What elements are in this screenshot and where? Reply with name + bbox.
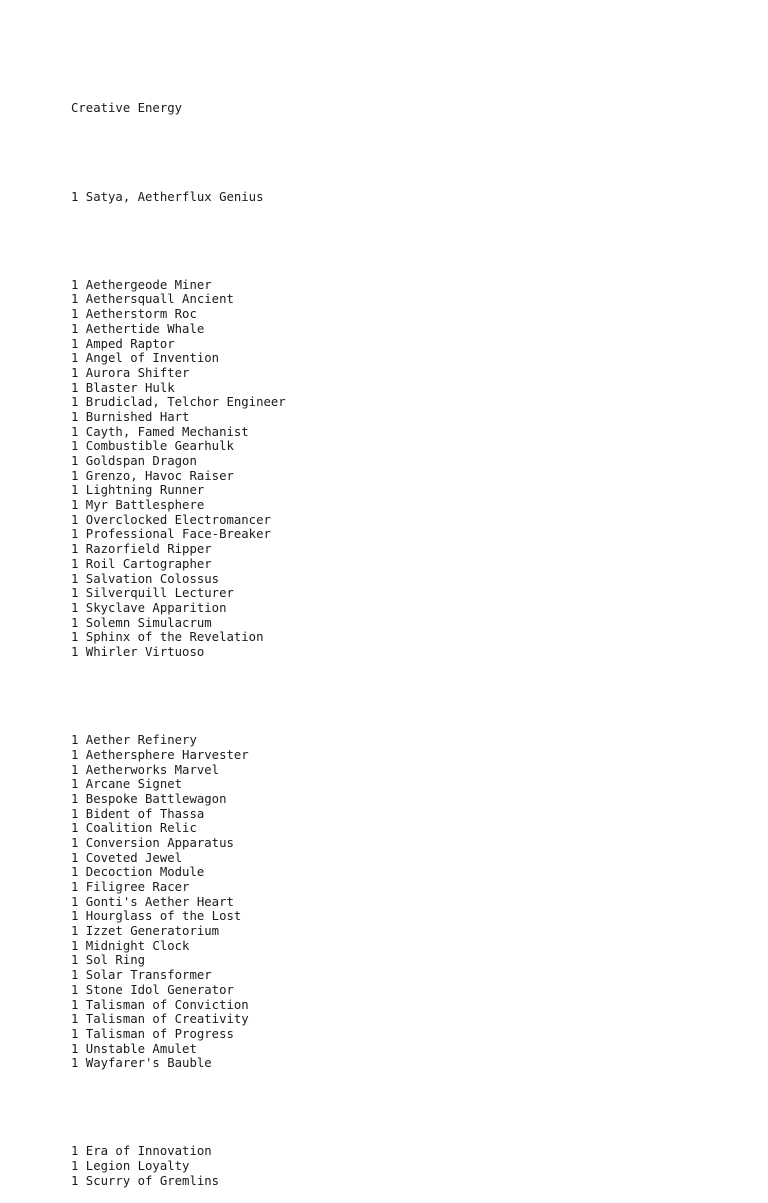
card-entry: 1 Era of Innovation xyxy=(71,1144,212,1159)
commander-section xyxy=(71,190,286,205)
creatures-section xyxy=(71,278,286,660)
card-entry: 1 Satya, Aetherflux Genius xyxy=(71,189,264,204)
decklist-document xyxy=(71,72,286,1203)
card-entry: 1 Aethergeode Miner xyxy=(71,277,212,292)
card-entry: 1 Aetherworks Marvel xyxy=(71,762,220,777)
card-entry: 1 Skyclave Apparition xyxy=(71,600,227,615)
card-entry: 1 Overclocked Electromancer xyxy=(71,512,271,527)
deck-title: Creative Energy xyxy=(71,101,183,116)
card-entry: 1 Combustible Gearhulk xyxy=(71,439,234,454)
card-entry: 1 Roil Cartographer xyxy=(71,556,212,571)
card-entry: 1 Bident of Thassa xyxy=(71,806,205,821)
card-entry: 1 Hourglass of the Lost xyxy=(71,909,242,924)
card-entry: 1 Blaster Hulk xyxy=(71,380,175,395)
card-entry: 1 Aetherstorm Roc xyxy=(71,307,197,322)
card-entry: 1 Conversion Apparatus xyxy=(71,835,234,850)
card-entry: 1 Aethertide Whale xyxy=(71,321,205,336)
card-entry: 1 Amped Raptor xyxy=(71,336,175,351)
card-entry: 1 Legion Loyalty xyxy=(71,1159,190,1174)
enchantments-section xyxy=(71,1144,286,1188)
card-entry: 1 Bespoke Battlewagon xyxy=(71,791,227,806)
card-entry: 1 Unstable Amulet xyxy=(71,1041,197,1056)
card-entry: 1 Talisman of Progress xyxy=(71,1026,234,1041)
card-entry: 1 Razorfield Ripper xyxy=(71,542,212,557)
card-entry: 1 Aether Refinery xyxy=(71,733,197,748)
spacer xyxy=(71,1100,286,1115)
card-entry: 1 Solemn Simulacrum xyxy=(71,615,212,630)
spacer xyxy=(71,146,286,161)
card-entry: 1 Angel of Invention xyxy=(71,351,220,366)
card-entry: 1 Salvation Colossus xyxy=(71,571,220,586)
card-entry: 1 Solar Transformer xyxy=(71,968,212,983)
spacer xyxy=(71,689,286,704)
card-entry: 1 Coalition Relic xyxy=(71,821,197,836)
card-entry: 1 Whirler Virtuoso xyxy=(71,644,205,659)
card-entry: 1 Lightning Runner xyxy=(71,483,205,498)
card-entry: 1 Sol Ring xyxy=(71,953,146,968)
card-entry: 1 Talisman of Conviction xyxy=(71,997,249,1012)
card-entry: 1 Decoction Module xyxy=(71,865,205,880)
card-entry: 1 Silverquill Lecturer xyxy=(71,586,234,601)
card-entry: 1 Talisman of Creativity xyxy=(71,1012,249,1027)
card-entry: 1 Filigree Racer xyxy=(71,880,190,895)
card-entry: 1 Grenzo, Havoc Raiser xyxy=(71,468,234,483)
card-entry: 1 Brudiclad, Telchor Engineer xyxy=(71,395,286,410)
card-entry: 1 Myr Battlesphere xyxy=(71,498,205,513)
card-entry: 1 Professional Face-Breaker xyxy=(71,527,271,542)
card-entry: 1 Scurry of Gremlins xyxy=(71,1173,220,1188)
card-entry: 1 Aethersphere Harvester xyxy=(71,747,249,762)
card-entry: 1 Aethersquall Ancient xyxy=(71,292,234,307)
card-entry: 1 Stone Idol Generator xyxy=(71,982,234,997)
card-entry: 1 Sphinx of the Revelation xyxy=(71,630,264,645)
card-entry: 1 Arcane Signet xyxy=(71,777,183,792)
spacer xyxy=(71,234,286,249)
artifacts-section xyxy=(71,733,286,1071)
card-entry: 1 Cayth, Famed Mechanist xyxy=(71,424,249,439)
card-entry: 1 Burnished Hart xyxy=(71,409,190,424)
card-entry: 1 Coveted Jewel xyxy=(71,850,183,865)
card-entry: 1 Wayfarer's Bauble xyxy=(71,1056,212,1071)
card-entry: 1 Gonti's Aether Heart xyxy=(71,894,234,909)
card-entry: 1 Izzet Generatorium xyxy=(71,924,220,939)
card-entry: 1 Midnight Clock xyxy=(71,938,190,953)
card-entry: 1 Goldspan Dragon xyxy=(71,454,197,469)
card-entry: 1 Aurora Shifter xyxy=(71,365,190,380)
